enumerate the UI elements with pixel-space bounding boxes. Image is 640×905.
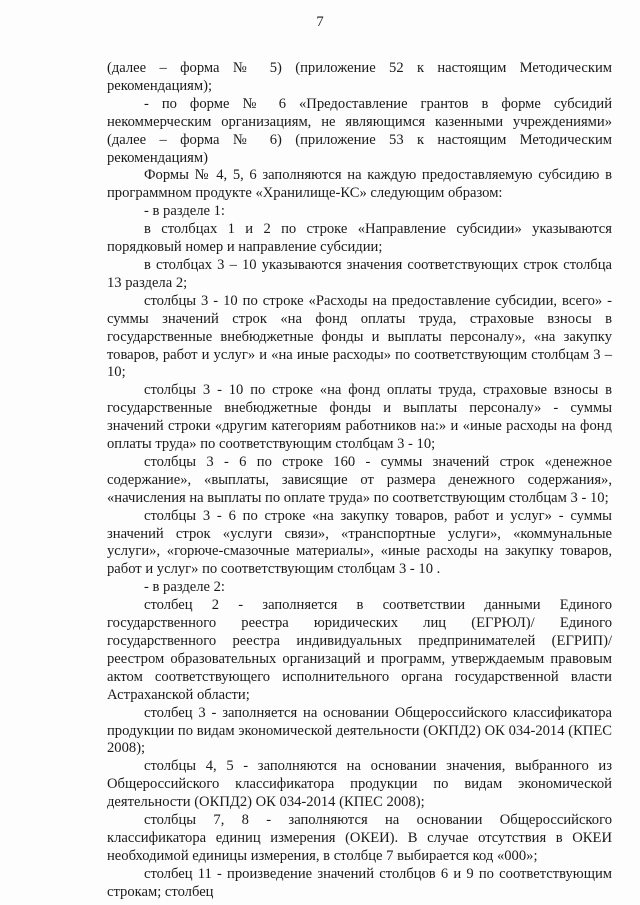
paragraph-14: столбцы 4, 5 - заполняются на основании значения, выбранного из Общероссийского классификатора продукции по видам экономической деятельности (ОКПД2) ОК 034-2014 (КПЕС 2008); (107, 758, 612, 811)
page-number: 7 (316, 14, 324, 30)
paragraph-9: столбцы 3 - 6 по строке 160 - суммы значений строк «денежное содержание», «выплаты, зависящие от размера денежного содержания», «начисления на выплаты по оплате труда» по соответствующим столбцам 3 - 10; (107, 453, 612, 506)
paragraph-4: - в разделе 1: (144, 203, 225, 220)
paragraph-7: столбцы 3 - 10 по строке «Расходы на предоставление субсидии, всего» - суммы значений строк «на фонд оплаты труда, страховые взносы в государственные внебюджетные фонды и выплаты персоналу», «на закупку товаров, работ и услуг» и «на иные расходы» по соответствующим столбцам 3 – 10; (107, 292, 612, 381)
paragraph-5: в столбцах 1 и 2 по строке «Направление субсидии» указываются порядковый номер и направление субсидии; (107, 221, 612, 256)
paragraph-1: (далее – форма № 5) (приложение 52 к настоящим Методическим рекомендациям); (107, 60, 612, 94)
paragraph-15: столбцы 7, 8 - заполняются на основании Общероссийского классификатора единиц измерения (ОКЕИ). В случае отсутствия в ОКЕИ необходимой единицы измерения, в столбце 7 выбирается код «000»; (107, 812, 612, 864)
paragraph-10: столбцы 3 - 6 по строке «на закупку товаров, работ и услуг» - суммы значений строк «услуги связи», «транспортные услуги», «коммунальные услуги», «горюче-смазочные материалы», «иные расходы на закупку товаров, работ и услуг» по соответствующим столбцам 3 - 10 . (107, 507, 612, 578)
paragraph-6: в столбцах 3 – 10 указываются значения соответствующих строк столбца 13 раздела 2; (107, 256, 612, 291)
paragraph-2: - по форме № 6 «Предоставление грантов в форме субсидий некоммерческим организациям, не являющимся казенными учреждениями» (далее – форма № 6) (приложение 53 к настоящим Методическим рекомендациям) (107, 95, 612, 166)
paragraph-11: - в разделе 2: (144, 579, 225, 596)
paragraph-8: столбцы 3 - 10 по строке «на фонд оплаты труда, страховые взносы в государственные внебюджетные фонды и выплаты персоналу» - суммы значений строки «другим категориям работников на:» и «иные расходы на фонд оплаты труда» по соответствующим столбцам 3 - 10; (107, 382, 612, 453)
paragraph-16: столбец 11 - произведение значений столбцов 6 и 9 по соответствующим строкам; столбец (107, 865, 612, 900)
paragraph-13: столбец 3 - заполняется на основании Общероссийского классификатора продукции по видам экономической деятельности (ОКПД2) ОК 034-2014 (КПЕС 2008); (107, 704, 612, 757)
paragraph-12: столбец 2 - заполняется в соответствии данными Единого государственного реестра юридических лиц (ЕГРЮЛ)/ Единого государственного реестра индивидуальных предпринимателей (ЕГРИП)/ реестром образовательных организаций и программ, утверждаемым правовым актом соответствующего исполнительного органа государственной власти Астраханской области; (107, 597, 612, 703)
paragraph-3: Формы № 4, 5, 6 заполняются на каждую предоставляемую субсидию в программном продукте «Хранилище-КС» следующим образом: (107, 167, 612, 202)
document-body (107, 60, 612, 902)
